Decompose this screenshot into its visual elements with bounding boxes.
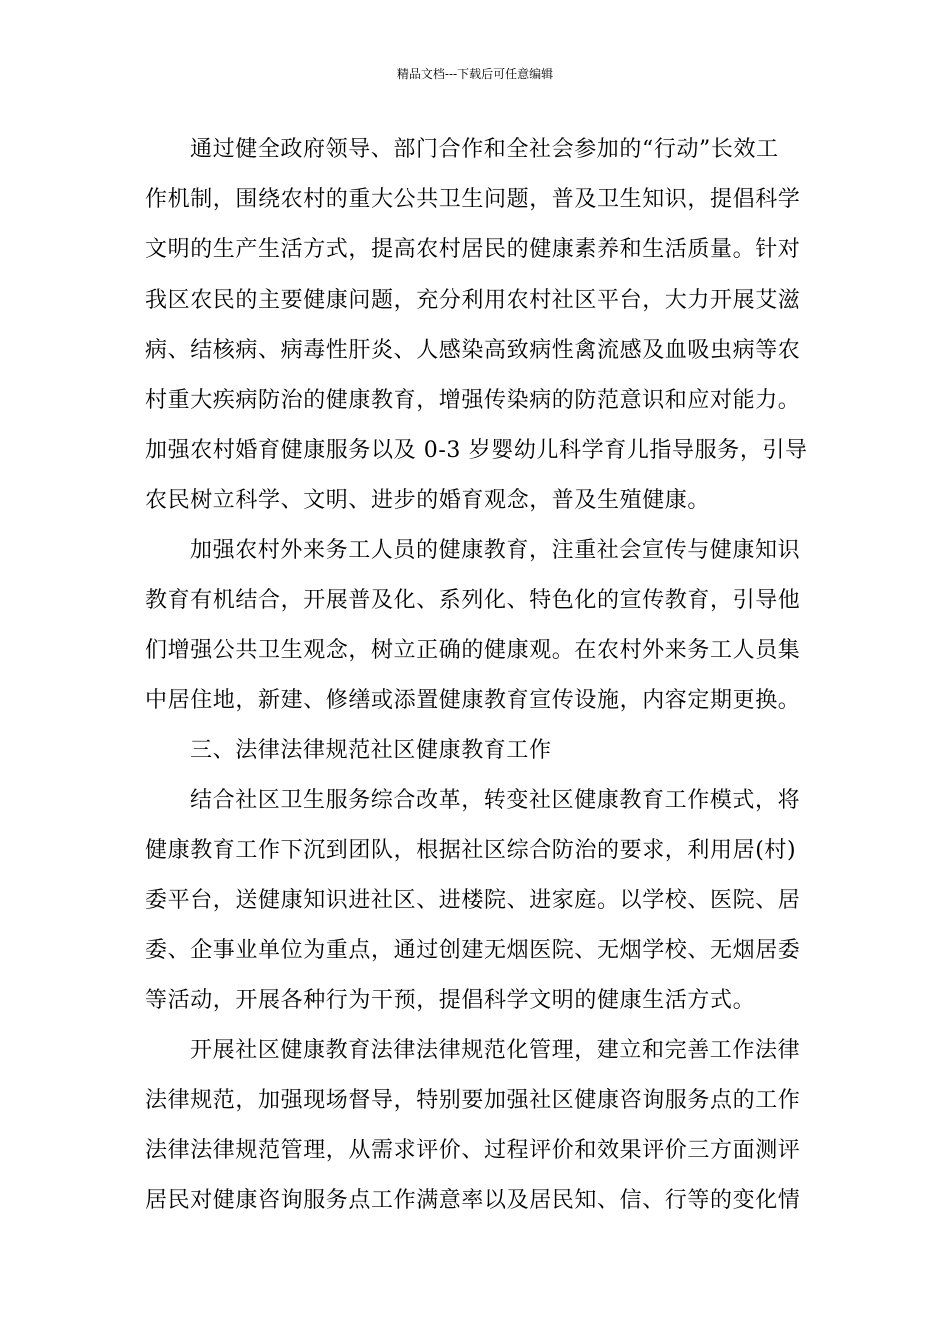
text-line: 病、结核病、病毒性肝炎、人感染高致病性禽流感及血吸虫病等农	[145, 338, 801, 363]
text-line: 我区农民的主要健康问题，充分利用农村社区平台，大力开展艾滋	[145, 288, 801, 313]
text-line: 作机制，围绕农村的重大公共卫生问题，普及卫生知识，提倡科学	[145, 187, 801, 212]
text-line: 中居住地，新建、修缮或添置健康教育宣传设施，内容定期更换。	[145, 688, 801, 713]
page-header: 精品文档---下载后可任意编辑	[396, 67, 554, 81]
text-line: 法律规范，加强现场督导，特别要加强社区健康咨询服务点的工作	[145, 1088, 801, 1113]
text-line: 委平台，送健康知识进社区、进楼院、进家庭。以学校、医院、居	[145, 888, 801, 913]
section-heading: 三、法律法律规范社区健康教育工作	[190, 738, 552, 763]
text-line: 开展社区健康教育法律法律规范化管理，建立和完善工作法律	[190, 1038, 801, 1063]
text-line: 通过健全政府领导、部门合作和全社会参加的“行动”长效工	[190, 137, 779, 162]
text-line: 结合社区卫生服务综合改革，转变社区健康教育工作模式，将	[190, 788, 801, 813]
text-line: 加强农村婚育健康服务以及 0-3 岁婴幼儿科学育儿指导服务，引导	[145, 438, 808, 463]
text-line: 委、企事业单位为重点，通过创建无烟医院、无烟学校、无烟居委	[145, 938, 801, 963]
text-line: 等活动，开展各种行为干预，提倡科学文明的健康生活方式。	[145, 988, 756, 1013]
text-line: 文明的生产生活方式，提高农村居民的健康素养和生活质量。针对	[145, 237, 801, 262]
text-line: 教育有机结合，开展普及化、系列化、特色化的宣传教育，引导他	[145, 588, 801, 613]
text-line: 健康教育工作下沉到团队，根据社区综合防治的要求，利用居(村)	[145, 838, 797, 863]
text-line: 居民对健康咨询服务点工作满意率以及居民知、信、行等的变化情	[145, 1188, 801, 1213]
text-line: 村重大疾病防治的健康教育，增强传染病的防范意识和应对能力。	[145, 388, 801, 413]
text-line: 法律法律规范管理，从需求评价、过程评价和效果评价三方面测评	[145, 1138, 801, 1163]
text-line: 农民树立科学、文明、进步的婚育观念，普及生殖健康。	[145, 488, 711, 513]
text-line: 们增强公共卫生观念，树立正确的健康观。在农村外来务工人员集	[145, 638, 801, 663]
text-line: 加强农村外来务工人员的健康教育，注重社会宣传与健康知识	[190, 538, 801, 563]
